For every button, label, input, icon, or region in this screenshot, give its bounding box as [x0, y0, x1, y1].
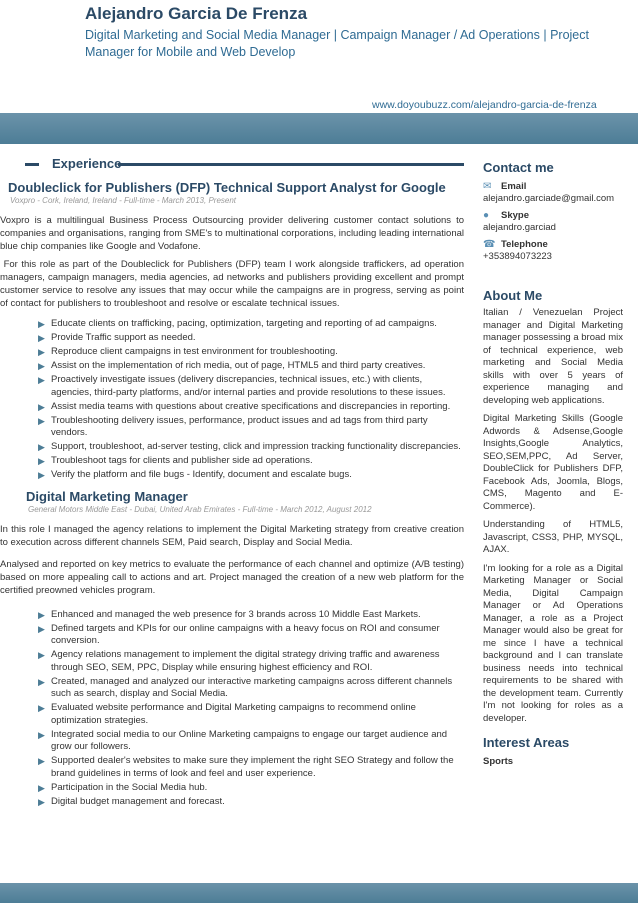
bullet-text: Assist on the implementation of rich media, out of page, HTML5 and third party creatives.	[51, 360, 426, 371]
job-bullet	[38, 609, 464, 622]
interest-item: Sports	[483, 756, 514, 767]
bullet-text: Participation in the Social Media hub.	[51, 781, 208, 793]
interests-heading: Interest Areas	[483, 735, 570, 750]
job-bullet	[38, 676, 464, 701]
contact-skype	[483, 210, 623, 233]
resume-headline: Digital Marketing and Social Media Manager | Campaign Manager / Ad Operations | Project Manager for Mobile and Web Develop	[85, 28, 589, 59]
bullet-text: Digital budget management and forecast.	[51, 795, 225, 807]
job-meta: Voxpro - Cork, Ireland, Ireland - Full-time - March 2013, Present	[10, 196, 237, 205]
phone-icon: ☎	[483, 239, 496, 250]
bullet-arrow-icon: ▶	[38, 319, 45, 329]
bullet-arrow-icon: ▶	[38, 415, 45, 426]
envelope-icon: ✉	[483, 181, 492, 192]
job-bullet	[38, 755, 464, 780]
bullet-arrow-icon: ▶	[38, 703, 45, 713]
bullet-text: Defined targets and KPIs for our online campaigns with a heavy focus on ROI and consumer conversion.	[51, 622, 440, 646]
bullet-arrow-icon: ▶	[38, 333, 45, 343]
skype-icon: ●	[483, 210, 490, 221]
about-paragraph: Digital Marketing Skills (Google Adwords & Adsense,Google Insights,Google Analytics, SEO,SEM,PPC, Ad Server, DoubleClick for Publishers DFP, Facebook Ads, Joomla, Blogs, CMS, Magento and E-Commerce).	[483, 413, 623, 512]
experience-section-heading	[0, 152, 464, 174]
heading-rule-left	[25, 163, 39, 166]
bullet-text: Reproduce client campaigns in test environment for troubleshooting.	[51, 346, 338, 357]
header-band	[0, 113, 638, 144]
bullet-arrow-icon: ▶	[38, 609, 45, 620]
job-bullet	[38, 649, 464, 674]
job-description: Voxpro is a multilingual Business Process Outsourcing provider delivering customer contact solutions to companies and organisations, ranging from SME's to multinational corporations, including leading international blue chip companies like Google and Vodafone.	[0, 215, 464, 252]
about-paragraph: Understanding of HTML5, Javascript, CSS3, PHP, MYSQL, AJAX.	[483, 519, 623, 555]
contact-label: Skype	[501, 210, 529, 221]
job-description: For this role as part of the Doubleclick for Publishers (DFP) team I work alongside traffickers, ad operation managers, campaign managers, media agencies, ad networks and publishers providing excellent and prompt customer service to resolve any issues that may occur while the campaigns are in progress, serving as point of contact for publishers to troubleshoot and resolve or escalate technical issues.	[0, 259, 467, 309]
job-bullet	[38, 623, 464, 648]
job-bullet	[38, 702, 464, 727]
about-paragraph: Italian / Venezuelan Project manager and Digital Marketing manager possessing a broad mix of technical experience, web marketing and Social Media skills with over 5 years of experience managing and developing web applications.	[483, 307, 623, 406]
job-bullet	[38, 401, 464, 414]
job-entry	[0, 180, 467, 482]
contact-label: Telephone	[501, 239, 548, 250]
job-bullet	[38, 360, 464, 373]
bullet-arrow-icon: ▶	[38, 796, 45, 807]
job-bullet	[38, 318, 464, 331]
bullet-arrow-icon: ▶	[38, 442, 45, 452]
job-description: Analysed and reported on key metrics to evaluate the performance of each channel and optimize (A/B testing) based on more appealing call to actions and art. Project managed the creation of a new web platform for the certified preowned vehicles program.	[0, 558, 464, 596]
about-paragraph: I'm looking for a role as a Digital Marketing Manager or Social Media, Digital Campaign Manager or Ad Operations Manager, a role as a Project Manager would also be great for me since I have a technical background and I can translate business needs into technical requirements to be shared with the development team. Currently I'm not looking for roles as a developer.	[483, 562, 623, 724]
bullet-arrow-icon: ▶	[38, 782, 45, 793]
bullet-text: Proactively investigate issues (delivery discrepancies, technical issues, etc.) with clients, agencies, third-party platforms, and/or internal parties and provide resolutions to these issues.	[51, 374, 446, 398]
bullet-text: Troubleshooting delivery issues, performance, product issues and ad tags from third party vendors.	[51, 414, 428, 438]
bullet-arrow-icon: ▶	[38, 375, 45, 385]
job-bullet-list	[0, 609, 464, 809]
job-bullet	[38, 729, 464, 754]
contact-phone	[483, 239, 623, 262]
bullet-arrow-icon: ▶	[38, 756, 45, 766]
contact-heading: Contact me	[483, 160, 554, 175]
profile-link[interactable]: www.doyoubuzz.com/alejandro-garcia-de-frenza	[372, 99, 597, 111]
bullet-arrow-icon: ▶	[38, 470, 45, 480]
email-link[interactable]: alejandro.garciade@gmail.com	[483, 193, 615, 204]
bullet-text: Assist media teams with questions about creative specifications and discrepancies in reporting.	[51, 400, 451, 412]
job-bullet	[38, 332, 464, 345]
phone-value[interactable]: +353894073223	[483, 251, 552, 262]
footer-band	[0, 883, 638, 903]
job-bullet	[38, 415, 464, 440]
bullet-text: Supported dealer's websites to make sure they implement the right SEO Strategy and follow the brand guidelines in terms of look and feel and user experience.	[51, 755, 454, 779]
bullet-arrow-icon: ▶	[38, 401, 45, 412]
experience-column	[0, 152, 467, 810]
bullet-arrow-icon: ▶	[38, 650, 45, 660]
job-title: Doubleclick for Publishers (DFP) Technical Support Analyst for Google	[8, 180, 446, 195]
resume-name: Alejandro Garcia De Frenza	[85, 4, 308, 23]
bullet-text: Verify the platform and file bugs - Identify, document and escalate bugs.	[51, 469, 352, 480]
bullet-text: Troubleshoot tags for clients and publisher side ad operations.	[51, 455, 313, 466]
bullet-text: Integrated social media to our Online Marketing campaigns to engage our target audience and grow our followers.	[51, 728, 448, 752]
heading-rule-right	[118, 163, 464, 166]
job-meta: General Motors Middle East - Dubai, United Arab Emirates - Full-time - March 2012, August 2012	[28, 504, 372, 514]
job-bullet	[38, 782, 464, 795]
bullet-arrow-icon: ▶	[38, 456, 45, 466]
bullet-text: Enhanced and managed the web presence for 3 brands across 10 Middle East Markets.	[51, 608, 421, 620]
job-bullet	[38, 441, 464, 454]
contact-label: Email	[501, 181, 527, 192]
skype-value[interactable]: alejandro.garciad	[483, 222, 556, 233]
bullet-text: Support, troubleshoot, ad-server testing, click and impression tracking functionality discrepancies.	[51, 441, 461, 452]
job-title: Digital Marketing Manager	[26, 488, 188, 504]
sidebar-column	[483, 152, 623, 767]
bullet-text: Created, managed and analyzed our interactive marketing campaigns across different channels such as search, display and Social Media.	[51, 675, 453, 699]
experience-heading: Experience	[52, 156, 122, 171]
bullet-arrow-icon: ▶	[38, 361, 45, 371]
bullet-text: Provide Traffic support as needed.	[51, 332, 196, 343]
bullet-arrow-icon: ▶	[38, 729, 45, 740]
bullet-arrow-icon: ▶	[38, 347, 45, 357]
about-heading: About Me	[483, 288, 543, 303]
job-description: In this role I managed the agency relations to implement the Digital Marketing strategy from creative creation to execution across different channels SEM, Paid search, Display and Social Media.	[0, 523, 464, 548]
job-bullet-list	[0, 318, 464, 482]
bullet-text: Evaluated website performance and Digital Marketing campaigns to recommend online optimization strategies.	[51, 702, 416, 726]
job-bullet	[38, 374, 464, 399]
job-bullet	[38, 796, 464, 809]
job-bullet	[38, 469, 464, 482]
job-entry	[0, 489, 464, 809]
job-bullet	[38, 455, 464, 468]
bullet-text: Agency relations management to implement the digital strategy driving traffic and awareness through SEO, SEM, PPC, Display while ensuring highest efficiency and ROI.	[51, 649, 440, 673]
about-text	[483, 307, 623, 725]
contact-email	[483, 181, 623, 204]
bullet-text: Educate clients on trafficking, pacing, optimization, targeting and reporting of ad campaigns.	[51, 318, 437, 329]
job-bullet	[38, 346, 464, 359]
bullet-arrow-icon: ▶	[38, 623, 45, 634]
bullet-arrow-icon: ▶	[38, 676, 45, 687]
